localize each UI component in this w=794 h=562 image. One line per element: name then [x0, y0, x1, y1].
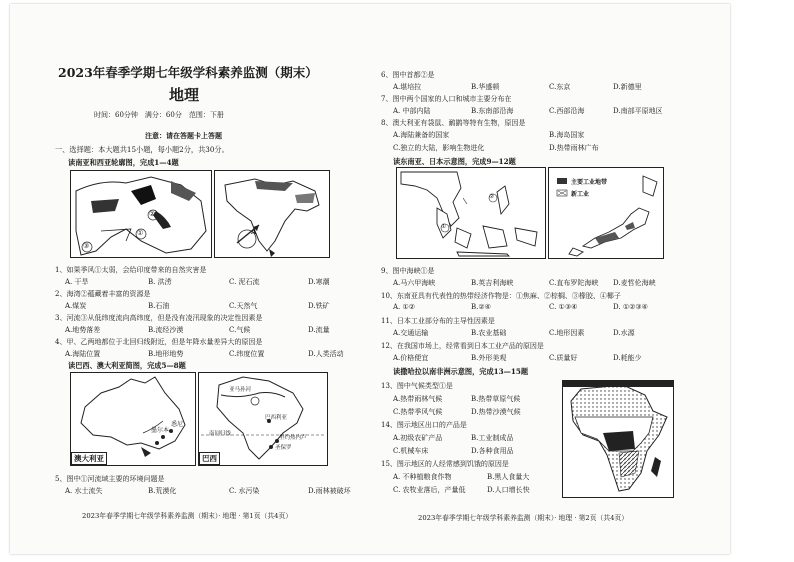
japan-legend-new: 新工业: [571, 191, 590, 198]
footer-right: 2023年春季学期七年级学科素养监测（期末）· 地理 · 第2页（共4页）: [418, 514, 629, 522]
brazil-label-saopaulo: 圣保罗: [275, 445, 292, 451]
q2-option-c: C.天然气: [229, 302, 258, 310]
group-heading-2: 读巴西、澳大利亚简图，完成5—8题: [68, 361, 186, 370]
question-8-stem: 8、澳大利亚有袋鼠、鸸鹋等特有生物，原因是: [381, 119, 526, 127]
q7-option-b: B.东南部沿海: [471, 107, 514, 115]
section-heading: 一、选择题：本大题共15小题，每小题2分，共30分。: [55, 145, 229, 154]
q12-option-a: A.价格便宜: [393, 354, 429, 362]
group-heading-1: 读南亚和西亚轮廓图，完成1—4题: [68, 158, 179, 167]
q10-option-c: C. ①③④: [549, 303, 578, 311]
southeast-asia-outline: [397, 168, 545, 258]
q12-option-b: B.外形美观: [471, 354, 507, 362]
brazil-map-title: 巴西: [199, 452, 220, 465]
q6-option-d: D.新德里: [613, 83, 642, 91]
question-3-stem: 3、河流③从低纬度流向高纬度，但是没有凌汛现象的决定性因素是: [55, 314, 263, 322]
question-15-stem: 15、图示地区的人经常感到饥饿的原因是: [381, 460, 509, 468]
q7-option-d: D.南部平原地区: [613, 107, 663, 115]
south-asia-map: [214, 170, 330, 258]
q1-option-c: C. 泥石流: [229, 278, 260, 286]
westasia-label-3: ③: [83, 242, 90, 250]
q7-option-c: C.西部沿海: [549, 107, 585, 115]
q12-option-d: D.耗能少: [613, 354, 642, 362]
q10-option-a: A. ①②: [393, 303, 416, 311]
question-5-stem: 5、图中①河流域主要的环境问题是: [55, 475, 165, 483]
q14-option-c: C.机械车床: [393, 447, 429, 455]
q6-option-a: A.堪培拉: [393, 83, 422, 91]
q12-option-c: C.质量好: [549, 354, 578, 362]
q5-option-d: D.雨林被破坏: [308, 487, 351, 495]
q11-option-b: B.农业基础: [471, 329, 507, 337]
exam-title: 2023年春季学期七年级学科素养监测（期末）: [58, 65, 318, 80]
q13-option-b: B.热带草原气候: [471, 395, 521, 403]
q3-option-c: C.气候: [229, 326, 251, 334]
japan-map: [548, 167, 664, 259]
q15-option-a: A. 不种植粮食作物: [393, 473, 452, 481]
question-9-stem: 9、图中海峡①是: [381, 267, 435, 275]
q2-option-b: B.石油: [148, 302, 170, 310]
exam-sheet: [10, 4, 730, 554]
q13-option-d: D.热带沙漠气候: [471, 408, 521, 416]
q9-option-a: A.马六甲海峡: [393, 279, 436, 287]
q8-option-c: C.独立的大陆，影响生物进化: [393, 144, 485, 152]
q10-option-b: B.②④: [471, 303, 491, 311]
africa-outline: [563, 381, 673, 497]
q9-option-d: D.麦哲伦海峡: [613, 279, 656, 287]
seasia-label-2: ②: [489, 193, 495, 200]
q1-option-b: B. 洪涝: [148, 278, 172, 286]
australia-map-title: 澳大利亚: [71, 452, 107, 465]
q15-option-b: B.黑人食量大: [487, 473, 530, 481]
westasia-label-2: ②: [149, 210, 156, 218]
question-4-stem: 4、甲、乙两地都位于北回归线附近，但是年降水量差异大的原因是: [55, 338, 263, 346]
brazil-label-brasilia: 巴西利亚: [265, 415, 288, 421]
brazil-label-tropic: 南回归线: [209, 431, 232, 437]
q14-option-d: D.各种食用品: [471, 447, 514, 455]
australia-label-sydney: 悉尼: [171, 421, 184, 428]
q5-option-c: C. 水污染: [229, 487, 260, 495]
question-12-stem: 12、在我国市场上，经常看到日本工业产品的原因是: [381, 342, 544, 350]
q3-option-b: B.流经沙漠: [148, 326, 184, 334]
footer-left: 2023年春季学期七年级学科素养监测（期末）· 地理 · 第1页（共4页）: [82, 512, 293, 520]
question-1-stem: 1、如果季风①太弱，会给印度带来的自然灾害是: [55, 266, 207, 274]
q14-option-a: A.初级农矿产品: [393, 434, 443, 442]
q1-option-d: D.寒潮: [308, 278, 330, 286]
exam-meta: 时间：60分钟 满分：60分 范围：下册: [94, 111, 224, 119]
q15-option-c: C. 农牧业落后，产量低: [393, 486, 466, 494]
seasia-label-1: ①: [441, 223, 447, 230]
japan-legend-industrial: 主要工业地带: [571, 179, 608, 186]
q4-option-a: A.海陆位置: [65, 350, 101, 358]
q4-option-d: D.人类活动: [308, 350, 344, 358]
question-13-stem: 13、图中气候类型①是: [381, 382, 453, 390]
south-asia-outline: [215, 171, 329, 257]
brazil-label-rio: 里约热内卢: [279, 435, 307, 441]
q3-option-d: D.流量: [308, 326, 330, 334]
southeast-asia-map: [396, 167, 546, 259]
africa-map: [562, 380, 674, 498]
q11-option-a: A.交通运输: [393, 329, 429, 337]
q8-option-b: B.海岛国家: [549, 131, 585, 139]
q8-option-d: D.热带雨林广布: [549, 144, 599, 152]
q2-option-a: A.煤炭: [65, 302, 87, 310]
exam-note: 注意：请在答题卡上答题: [145, 131, 222, 140]
group-heading-4: 读撒哈拉以南非洲示意图，完成13—15题: [393, 367, 529, 376]
q6-option-c: C.东京: [549, 83, 571, 91]
southasia-label-a: A: [251, 227, 257, 236]
q5-option-a: A. 水土流失: [65, 487, 103, 495]
q11-option-c: C.地形因素: [549, 329, 585, 337]
west-asia-map: [70, 170, 212, 258]
west-asia-outline: [71, 171, 211, 257]
q9-option-c: C.直布罗陀海峡: [549, 279, 599, 287]
australia-label-melbourne: 墨尔本: [151, 427, 170, 434]
q4-option-c: C.纬度位置: [229, 350, 265, 358]
q9-option-b: B.英吉利海峡: [471, 279, 514, 287]
q11-option-d: D.水源: [613, 329, 635, 337]
question-11-stem: 11、日本工业部分布的主导性因素是: [381, 317, 495, 325]
australia-map: [70, 372, 196, 466]
question-2-stem: 2、海湾②蕴藏着丰富的资源是: [55, 290, 151, 298]
question-14-stem: 14、图示地区出口的产品是: [381, 421, 467, 429]
subject-title: 地理: [169, 86, 200, 104]
question-6-stem: 6、图中首都②是: [381, 71, 435, 79]
q1-option-a: A. 干旱: [65, 278, 89, 286]
q14-option-b: B.工业制成品: [471, 434, 514, 442]
question-7-stem: 7、图中两个国家的人口和城市主要分布在: [381, 95, 512, 103]
q15-option-d: D.人口增长快: [487, 486, 530, 494]
q13-option-c: C.热带季风气候: [393, 408, 443, 416]
q6-option-b: B.华盛顿: [471, 83, 500, 91]
q2-option-d: D.铁矿: [308, 302, 330, 310]
westasia-label-1: ①: [137, 229, 144, 237]
brazil-label-amazon: 亚马孙河: [229, 387, 252, 393]
question-10-stem: 10、东南亚具有代表性的热带经济作物是：①焦麻、②棕榈、③橡胶、④椰子: [381, 292, 621, 300]
q10-option-d: D. ①②③④: [613, 303, 648, 311]
q13-option-a: A.热带雨林气候: [393, 395, 443, 403]
group-heading-3: 读东南亚、日本示意图，完成9—12题: [393, 157, 516, 166]
q5-option-b: B.荒漠化: [148, 487, 177, 495]
q4-option-b: B.地形地势: [148, 350, 184, 358]
q3-option-a: A.地势落差: [65, 326, 101, 334]
q7-option-a: A. 中部内陆: [393, 107, 431, 115]
q8-option-a: A.海陆兼备的国家: [393, 131, 450, 139]
brazil-map: [198, 372, 328, 466]
